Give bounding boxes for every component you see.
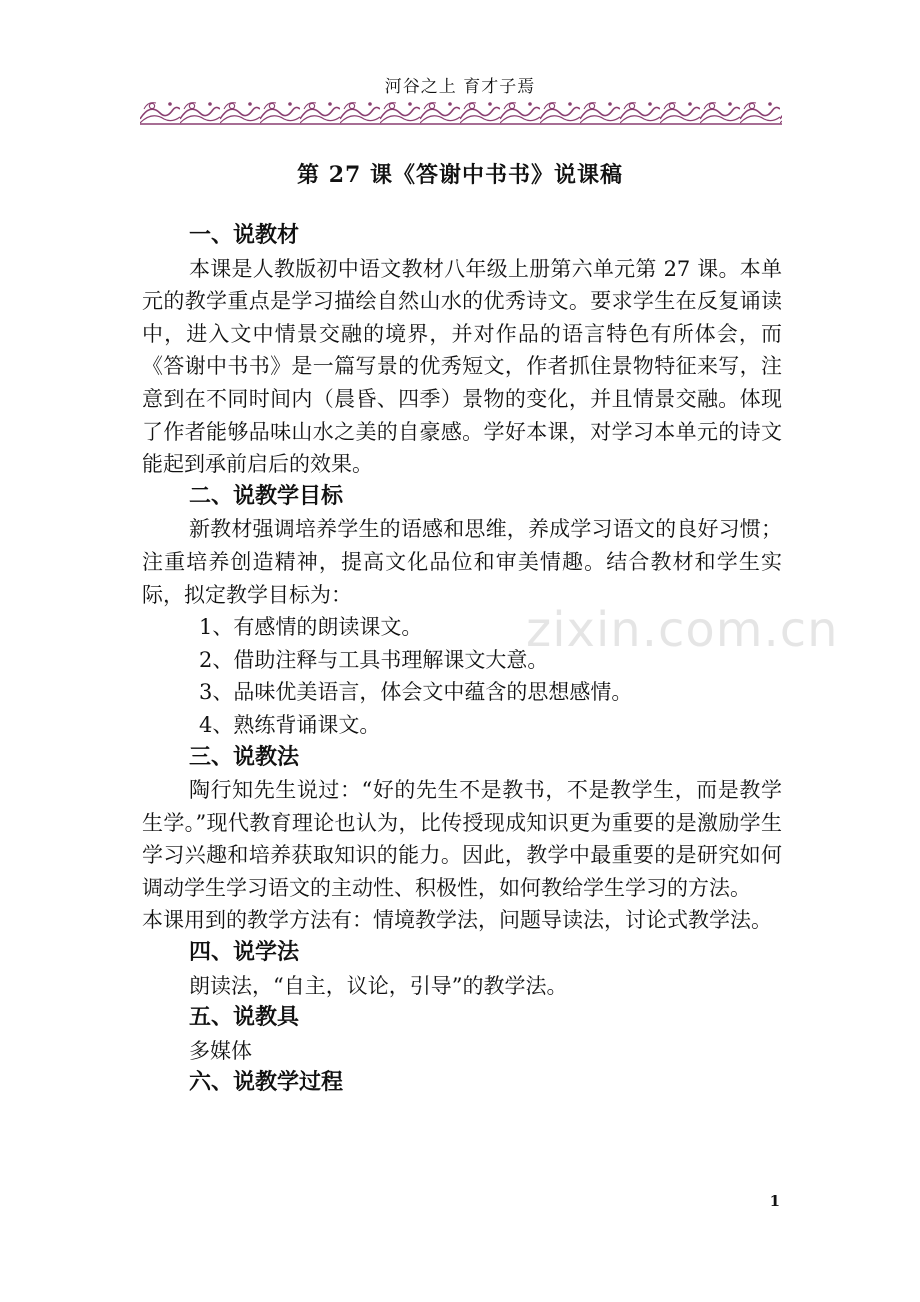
paragraph-teaching-methods: 陶行知先生说过：“好的先生不是教书，不是教学生，而是教学生学。”现代教育理论也认为，比传授现成知识更为重要的是激励学生学习兴趣和培养获取知识的能力。因此，教学中最重要的是研究如何调动学生学习语文的主动性、积极性，如何教给学生学习的方法。 xyxy=(142,778,782,900)
objective-item: 4、熟练背诵课文。 xyxy=(199,712,381,737)
decorative-wave-band-icon xyxy=(140,99,782,125)
document-body xyxy=(142,220,782,1100)
section-heading-teaching-methods: 三、说教法 xyxy=(189,744,300,770)
section-heading-teaching-process: 六、说教学过程 xyxy=(189,1070,344,1096)
section-heading-textbook: 一、说教材 xyxy=(189,223,300,248)
section-heading-learning-methods: 四、说学法 xyxy=(189,940,300,966)
objective-item: 3、品味优美语言，体会文中蕴含的思想感情。 xyxy=(199,680,633,705)
page-header: 河谷之上 育才子焉 xyxy=(384,77,536,97)
paragraph-teaching-aids: 多媒体 xyxy=(189,1038,252,1063)
paragraph-methods-list: 本课用到的教学方法有：情境教学法，问题导读法，讨论式教学法。 xyxy=(142,908,772,933)
document-title: 第 27 课《答谢中书书》说课稿 xyxy=(297,162,623,188)
section-heading-teaching-aids: 五、说教具 xyxy=(189,1005,300,1031)
paragraph-textbook: 本课是人教版初中语文教材八年级上册第六单元第 27 课。本单元的教学重点是学习描绘自然山水的优秀诗文。要求学生在反复诵读中，进入文中情景交融的境界，并对作品的语言特色有所体会，而《答谢中书书》是一篇写景的优秀短文，作者抓住景物特征来写，注意到在不同时间内（晨昏、四季）景物的变化，并且情景交融。体现了作者能够品味山水之美的自豪感。学好本课，对学习本单元的诗文能起到承前启后的效果。 xyxy=(142,256,782,477)
objective-item: 1、有感情的朗读课文。 xyxy=(199,615,423,640)
section-heading-objectives: 二、说教学目标 xyxy=(189,483,344,509)
watermark: zixin.com.cn xyxy=(526,602,839,658)
paragraph-objectives: 新教材强调培养学生的语感和思维，养成学习语文的良好习惯；注重培养创造精神，提高文化品位和审美情趣。结合教材和学生实际，拟定教学目标为： xyxy=(142,517,782,607)
objective-item: 2、借助注释与工具书理解课文大意。 xyxy=(199,647,549,672)
paragraph-learning-methods: 朗读法，“自主，议论，引导”的教学法。 xyxy=(189,973,568,998)
page-number: 1 xyxy=(769,1192,780,1210)
